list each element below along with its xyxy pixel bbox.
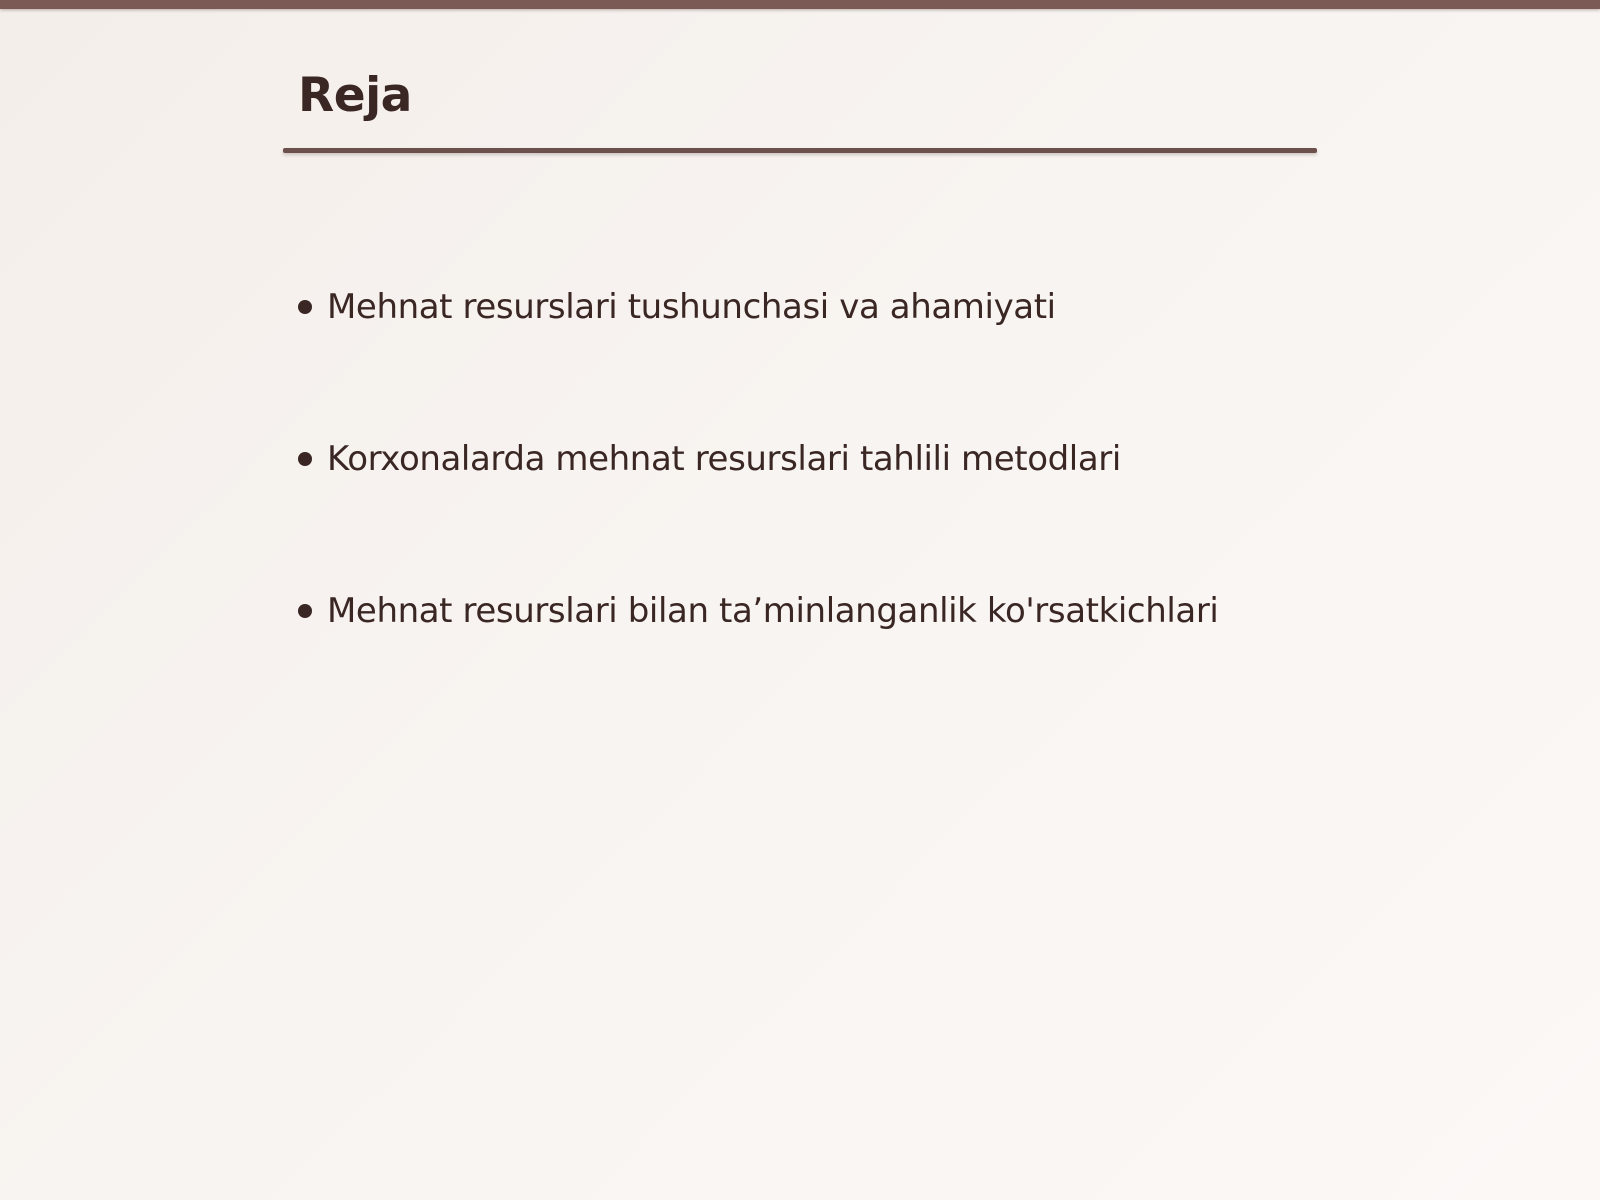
list-item-text: Mehnat resurslari bilan ta’minlanganlik ko'rsatkichlari <box>327 591 1219 631</box>
list-item-text: Mehnat resurslari tushunchasi va ahamiyati <box>327 287 1056 327</box>
list-item-text: Korxonalarda mehnat resurslari tahlili metodlari <box>327 439 1121 479</box>
list-item <box>298 424 1318 494</box>
title-divider <box>283 148 1317 153</box>
list-item <box>298 576 1318 646</box>
list-item <box>298 272 1318 342</box>
bullet-list <box>298 272 1318 728</box>
bullet-icon <box>298 300 312 314</box>
bullet-icon <box>298 452 312 466</box>
top-accent-bar <box>0 0 1600 9</box>
slide-title: Reja <box>298 68 412 123</box>
bullet-icon <box>298 604 312 618</box>
